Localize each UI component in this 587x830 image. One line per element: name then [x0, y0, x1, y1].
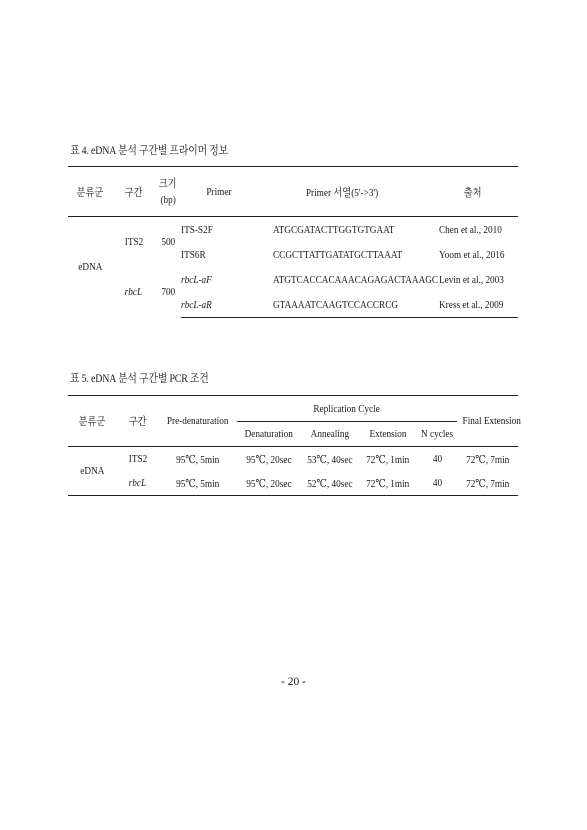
table-row — [68, 217, 518, 243]
final-extension-cell: 72℃, 7min — [465, 453, 510, 466]
region-cell: ITS2 — [124, 236, 143, 248]
header-primer: Primer — [181, 167, 257, 217]
primer-name: ITS-S2F — [181, 223, 213, 236]
pre-denaturation-cell: 95℃, 5min — [159, 471, 237, 496]
header-n-cycles: N cycles — [417, 422, 457, 447]
primer-sequence: CCGCTTATTGATATGCTTAAAT — [273, 248, 403, 261]
table-header-row — [68, 396, 518, 422]
final-extension-cell: 72℃, 7min — [457, 471, 518, 496]
header-source: 출처 — [427, 167, 518, 217]
header-final-extension: Final Extension — [457, 396, 518, 447]
primer-sequence: GTAAAATCAAGTCCACCRCG — [257, 292, 427, 318]
header-pre-denaturation: Pre-denaturation — [159, 396, 237, 447]
primer-source: Kress et al., 2009 — [427, 292, 518, 318]
primer-source: Chen et al., 2010 — [439, 223, 502, 236]
header-region: 구간 — [112, 167, 155, 217]
primer-sequence: ATGTCACCACAAACAGAGACTAAAGC — [273, 273, 439, 286]
primer-name: ITS6R — [181, 248, 206, 261]
extension-cell: 72℃, 1min — [359, 471, 417, 496]
table-row — [68, 267, 518, 292]
header-size: 크기 (bp) — [155, 167, 181, 217]
primer-name: rbcL-aF — [181, 273, 212, 286]
table-row — [68, 447, 518, 472]
region-cell: ITS2 — [128, 453, 147, 465]
group-cell: eDNA — [77, 261, 103, 274]
header-group: 분류군 — [68, 396, 116, 447]
header-region: 구간 — [116, 396, 159, 447]
region-cell: rbcL — [116, 471, 159, 496]
n-cycles-cell: 40 — [417, 471, 457, 496]
primer-source: Yoom et al., 2016 — [439, 248, 505, 261]
primer-info-table — [68, 166, 518, 318]
table-row — [68, 471, 518, 496]
primer-name: rbcL-aR — [181, 292, 257, 318]
primer-sequence: ATGCGATACTTGGTGTGAAT — [273, 223, 395, 236]
n-cycles-cell: 40 — [432, 453, 442, 465]
header-replication-cycle: Replication Cycle — [237, 396, 457, 422]
annealing-cell: 52℃, 40sec — [301, 471, 359, 496]
header-extension: Extension — [359, 422, 417, 447]
size-cell: 700 — [161, 286, 175, 299]
size-cell: 500 — [161, 236, 175, 248]
header-annealing: Annealing — [301, 422, 359, 447]
header-denaturation: Denaturation — [237, 422, 301, 447]
table-header-row — [68, 167, 518, 217]
group-cell: eDNA — [68, 447, 116, 496]
extension-cell: 72℃, 1min — [366, 453, 410, 466]
table-4-caption: 표 4. eDNA 분석 구간별 프라이머 정보 — [70, 145, 229, 157]
page-number: - 20 - — [281, 676, 306, 688]
table-5-caption: 표 5. eDNA 분석 구간별 PCR 조건 — [70, 373, 209, 385]
annealing-cell: 53℃, 40sec — [307, 453, 353, 466]
denaturation-cell: 95℃, 20sec — [237, 471, 301, 496]
header-group: 분류군 — [68, 167, 112, 217]
primer-source: Levin et al., 2003 — [439, 273, 504, 286]
pcr-conditions-table — [68, 395, 521, 496]
header-sequence: Primer 서열(5'->3') — [257, 167, 427, 217]
denaturation-cell: 95℃, 20sec — [246, 453, 292, 466]
region-cell: rbcL — [124, 286, 143, 299]
pre-denaturation-cell: 95℃, 5min — [176, 453, 220, 466]
